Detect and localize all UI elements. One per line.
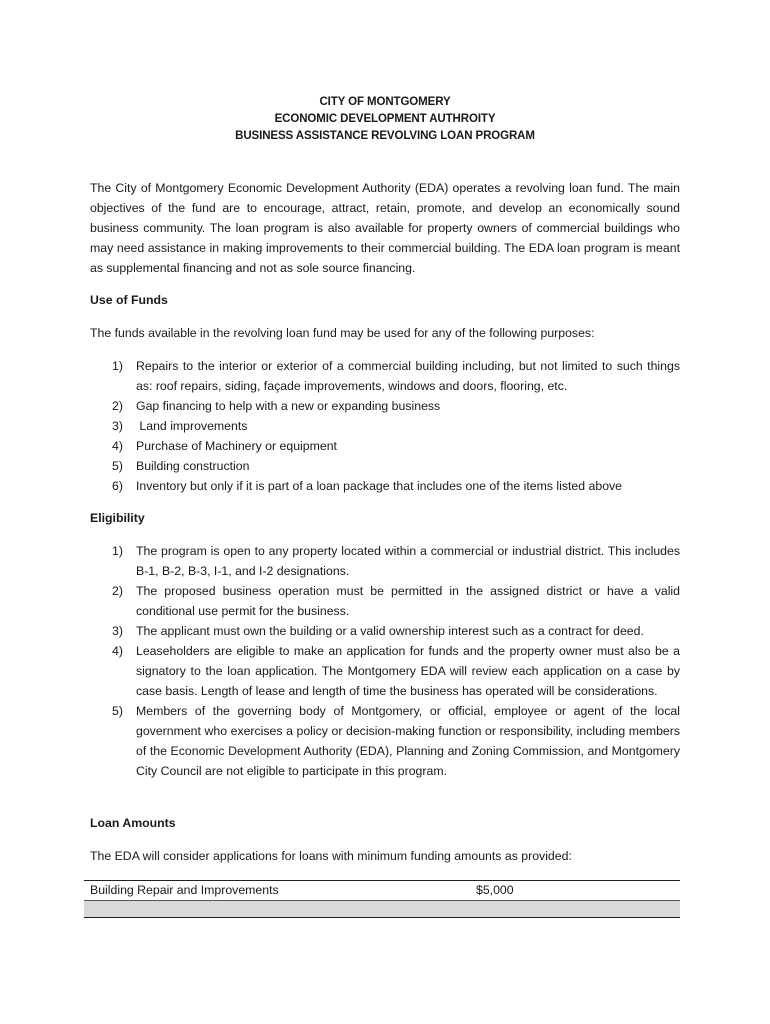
title-city: CITY OF MONTGOMERY <box>319 96 451 108</box>
table-row <box>84 901 680 918</box>
list-item: 5) Building construction <box>112 459 250 473</box>
table-row <box>84 881 680 901</box>
table-cell-label: Building Repair and Improvements <box>84 881 476 901</box>
table-cell-label <box>84 901 476 918</box>
list-item: 6) Inventory but only if it is part of a loan package that includes one of the items listed above <box>112 479 623 493</box>
list-item: 3) Land improvements <box>112 419 248 433</box>
use-of-funds-list <box>90 356 680 496</box>
title-authority: ECONOMIC DEVELOPMENT AUTHROITY <box>274 113 496 125</box>
loan-amounts-lead: The EDA will consider applications for loans with minimum funding amounts as provided: <box>90 849 572 863</box>
use-of-funds-heading: Use of Funds <box>90 293 168 307</box>
list-item: 4) Purchase of Machinery or equipment <box>112 439 337 453</box>
title-program: BUSINESS ASSISTANCE REVOLVING LOAN PROGRAM <box>235 130 535 142</box>
document-title <box>0 94 770 145</box>
table-cell-amount <box>476 901 680 918</box>
loan-amounts-table <box>84 880 680 918</box>
list-item: 1) The program is open to any property located within a commercial or industrial district. This includes B-1, B-2, B-3, I-1, and I-2 designations. <box>112 544 680 578</box>
list-item: 5) Members of the governing body of Montgomery, or official, employee or agent of the local government who exercises a policy or decision-making function or responsibility, including members of the Economic Development Authority (EDA), Planning and Zoning Commission, and Montgomery City Council are not eligible to participate in this program. <box>112 704 680 778</box>
table-cell-amount: $5,000 <box>476 881 680 901</box>
list-item: 2) Gap financing to help with a new or expanding business <box>112 399 441 413</box>
intro-paragraph: The City of Montgomery Economic Development Authority (EDA) operates a revolving loan fund. The main objectives of the fund are to encourage, attract, retain, promote, and develop an economically sound business community. The loan program is also available for property owners of commercial buildings who may need assistance in making improvements to their commercial building. The EDA loan program is meant as supplemental financing and not as sole source financing. <box>90 181 680 275</box>
list-item: 3) The applicant must own the building or a valid ownership interest such as a contract for deed. <box>112 624 644 638</box>
eligibility-list <box>90 541 680 781</box>
eligibility-heading: Eligibility <box>90 511 145 525</box>
loan-amounts-heading: Loan Amounts <box>90 816 176 830</box>
use-of-funds-lead: The funds available in the revolving loan fund may be used for any of the following purposes: <box>90 326 595 340</box>
list-item: 1) Repairs to the interior or exterior of a commercial building including, but not limited to such things as: roof repairs, siding, façade improvements, windows and doors, flooring, etc. <box>112 359 680 393</box>
list-item: 2) The proposed business operation must be permitted in the assigned district or have a valid conditional use permit for the business. <box>112 584 680 618</box>
list-item: 4) Leaseholders are eligible to make an application for funds and the property owner must also be a signatory to the loan application. The Montgomery EDA will review each application on a case by case basis. Length of lease and length of time the business has operated will be considerations. <box>112 644 680 698</box>
